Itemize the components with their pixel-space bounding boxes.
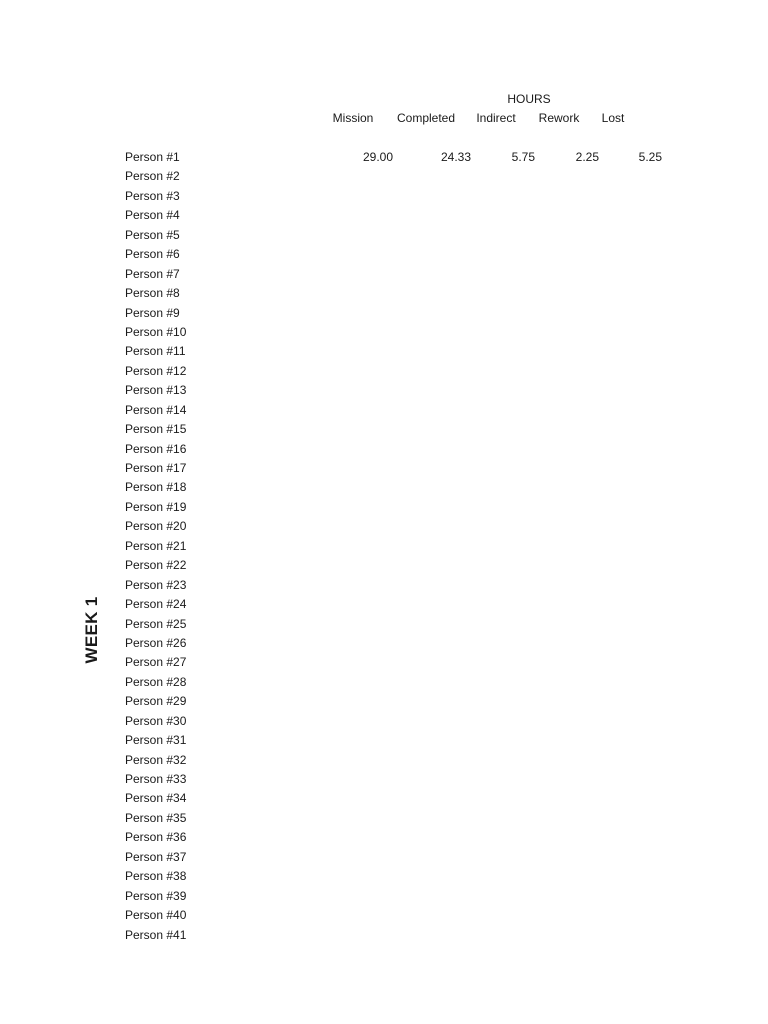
person-name: Person #36 [125,830,187,845]
person-name: Person #3 [125,188,180,203]
person-name: Person #9 [125,305,180,320]
table-row [125,440,685,459]
table-row [125,323,685,342]
column-header-mission: Mission [332,111,374,125]
person-name: Person #19 [125,499,187,514]
person-name: Person #40 [125,908,187,923]
table-row [125,226,685,245]
table-row [125,712,685,731]
person-name: Person #20 [125,519,187,534]
table-row [125,770,685,789]
table-row [125,245,685,264]
table-row [125,478,685,497]
cell-completed[interactable]: 24.33 [440,150,471,164]
person-name: Person #32 [125,752,187,767]
table-row [125,789,685,808]
table-row [125,362,685,381]
person-name: Person #16 [125,441,187,456]
person-name: Person #13 [125,383,187,398]
person-name: Person #25 [125,616,187,631]
table-row [125,653,685,672]
person-name: Person #1 [125,150,180,164]
table-row [125,673,685,692]
person-name: Person #17 [125,461,187,475]
table-row [125,401,685,420]
person-rows [125,148,685,945]
table-row [125,459,685,478]
table-row [125,148,685,167]
table-row [125,167,685,186]
person-name: Person #28 [125,674,187,689]
person-name: Person #23 [125,577,187,592]
table-row [125,926,685,945]
table-row [125,692,685,711]
person-name: Person #31 [125,733,187,748]
column-header-completed: Completed [396,111,456,125]
table-row [125,556,685,575]
person-name: Person #5 [125,227,180,242]
person-name: Person #12 [125,363,187,378]
person-name: Person #27 [125,655,187,670]
column-header-rework: Rework [538,111,580,125]
person-name: Person #7 [125,266,180,281]
table-row [125,634,685,653]
table-row [125,284,685,303]
cell-indirect[interactable]: 5.75 [511,150,535,164]
table-row [125,731,685,750]
person-name: Person #26 [125,635,187,650]
person-name: Person #10 [125,324,187,339]
cell-mission[interactable]: 29.00 [362,150,393,164]
person-name: Person #38 [125,869,187,884]
table-row [125,595,685,614]
person-name: Person #8 [125,286,180,301]
person-name: Person #41 [125,927,187,942]
person-name: Person #14 [125,402,187,417]
hours-group-header: HOURS [507,92,551,106]
person-name: Person #11 [125,344,186,359]
person-name: Person #4 [125,208,180,223]
table-row [125,615,685,634]
table-row [125,498,685,517]
person-name: Person #24 [125,597,187,612]
person-name: Person #29 [125,694,187,709]
table-row [125,206,685,225]
person-name: Person #2 [125,169,180,184]
cell-lost[interactable]: 5.25 [638,150,662,164]
table-row [125,304,685,323]
person-name: Person #33 [125,772,187,786]
person-name: Person #22 [125,558,187,573]
person-name: Person #18 [125,480,187,495]
person-name: Person #15 [125,422,187,437]
person-name: Person #6 [125,247,180,262]
table-row [125,887,685,906]
table-row [125,342,685,361]
table-row [125,420,685,439]
week-label: WEEK 1 [82,596,101,664]
table-row [125,751,685,770]
table-row [125,537,685,556]
person-name: Person #39 [125,888,187,903]
table-row [125,828,685,847]
person-name: Person #30 [125,713,187,728]
table-row [125,906,685,925]
table-row [125,381,685,400]
table-row [125,867,685,886]
table-row [125,517,685,536]
person-name: Person #35 [125,810,187,825]
person-name: Person #21 [125,538,187,553]
table-row [125,576,685,595]
column-header-lost: Lost [601,111,625,125]
table-row [125,848,685,867]
person-name: Person #34 [125,791,187,806]
person-name: Person #37 [125,849,187,864]
cell-rework[interactable]: 2.25 [575,150,599,164]
table-row [125,187,685,206]
table-row [125,809,685,828]
column-header-indirect: Indirect [476,111,516,125]
table-row [125,265,685,284]
